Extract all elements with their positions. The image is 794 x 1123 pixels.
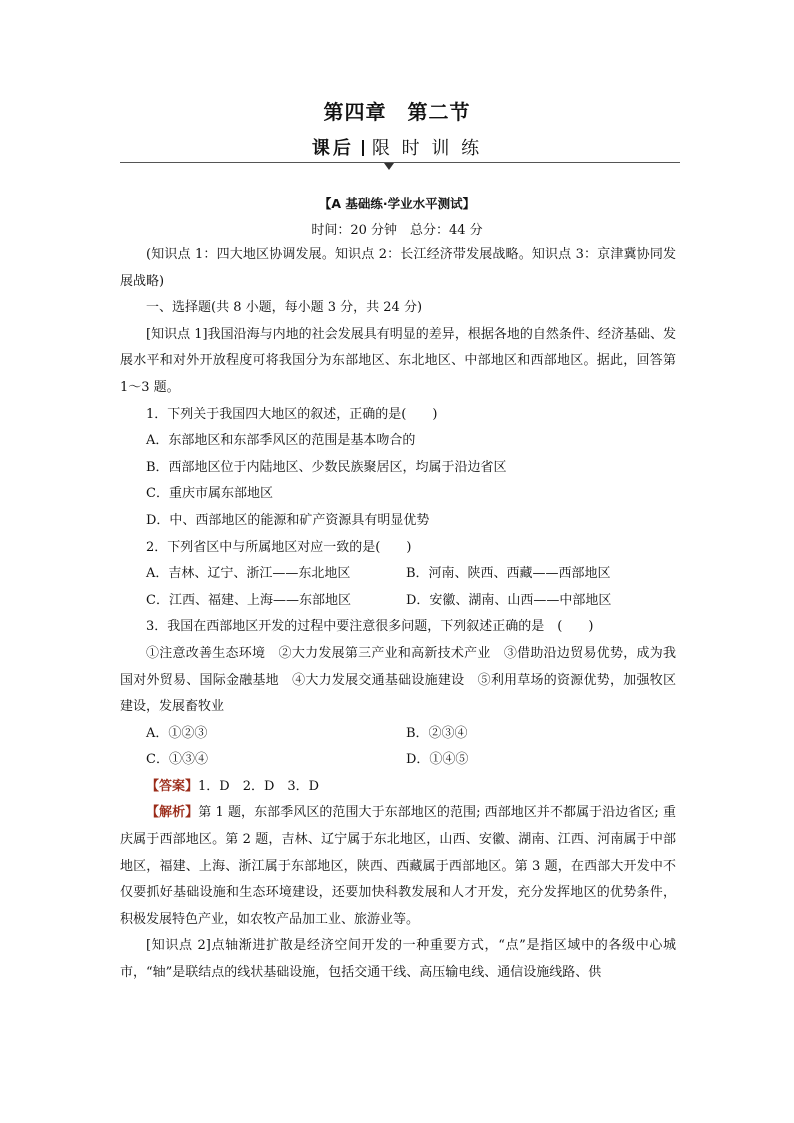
answer-tag: 【答案】 (146, 778, 199, 794)
q2-options-row-2 (120, 588, 676, 615)
q2-option-c: C．江西、福建、上海——东部地区 (146, 592, 351, 608)
analysis-text: 第 1 题，东部季风区的范围大于东部地区的范围; 西部地区并不都属于沿边省区; 重庆属于西部地区。第 2 题，吉林、辽宁属于东北地区，山西、安徽、湖南、江西、河南属于中部地区，福建、上海、浙江属于东部地区，陕西、西藏属于西部地区。第 3 题，在西部大开发中不仅要抓好基础设施和生态环境建设，还要加快科教发展和人才开发，充分发挥地区的优势条件，积极发展特色产业，如农牧产品加工业、旅游业等。 (120, 805, 676, 927)
question-2: 2．下列省区中与所属地区对应一致的是( ) (146, 539, 412, 555)
subtitle-timed-practice: 限 时 训 练 (371, 138, 483, 159)
q3-options-row-1 (120, 721, 676, 748)
header-rule-marker (384, 163, 394, 170)
q1-option-a: A．东部地区和东部季风区的范围是基本吻合的 (146, 433, 416, 449)
answer-text: 1．D 2．D 3．D (198, 778, 320, 794)
subtitle-divider (362, 140, 364, 156)
subtitle (0, 134, 794, 160)
q3-option-d: D．①④⑤ (406, 752, 469, 768)
analysis-paragraph (120, 800, 676, 933)
question-3: 3．我国在西部地区开发的过程中要注意很多问题，下列叙述正确的是 ( ) (146, 619, 594, 635)
q1-option-b: B．西部地区位于内陆地区、少数民族聚居区，均属于沿边省区 (146, 459, 507, 475)
knowledge-points: (知识点 1：四大地区协调发展。知识点 2：长江经济带发展战略。知识点 3：京津冀协同发展战略) (120, 247, 676, 289)
q3-option-a: A．①②③ (146, 725, 208, 741)
question-1: 1．下列关于我国四大地区的叙述，正确的是( ) (146, 406, 438, 422)
q2-option-a: A．吉林、辽宁、浙江——东北地区 (146, 566, 351, 582)
q3-option-c: C．①③④ (146, 752, 208, 768)
subtitle-after-class: 课后 (311, 138, 354, 159)
q3-options-row-2 (120, 747, 676, 774)
analysis-tag: 【解析】 (146, 805, 199, 821)
document-body (120, 242, 676, 987)
q3-statements: ①注意改善生态环境 ②大力发展第三产业和高新技术产业 ③借助沿边贸易优势，成为我国对外贸易、国际金融基地 ④大力发展交通基础设施建设 ⑤利用草场的资源优势，加强牧区建设，发展畜牧业 (120, 645, 676, 715)
q1-option-d: D．中、西部地区的能源和矿产资源具有明显优势 (146, 512, 430, 528)
question-group-2-intro: [知识点 2]点轴渐进扩散是经济空间开发的一种重要方式，“点”是指区域中的各级中心城市，“轴”是联结点的线状基础设施，包括交通干线、高压输电线、通信设施线路、供 (120, 938, 676, 981)
section-heading: 【A 基础练·学业水平测试】 (318, 196, 476, 211)
q2-option-b: B．河南、陕西、西藏——西部地区 (406, 566, 611, 582)
answer-line (120, 774, 676, 801)
q2-option-d: D．安徽、湖南、山西——中部地区 (406, 592, 612, 608)
time-info: 时间：20 分钟 总分：44 分 (311, 223, 483, 238)
part-heading: 一、选择题(共 8 小题，每小题 3 分，共 24 分) (146, 300, 423, 316)
q1-option-c: C．重庆市属东部地区 (146, 486, 273, 502)
chapter-title: 第四章 第二节 (323, 100, 471, 124)
q2-options-row-1 (120, 561, 676, 588)
header-rule (120, 162, 680, 163)
q3-option-b: B．②③④ (406, 725, 468, 741)
question-group-intro: [知识点 1]我国沿海与内地的社会发展具有明显的差异，根据各地的自然条件、经济基础、发展水平和对外开放程度可将我国分为东部地区、东北地区、中部地区和西部地区。据此，回答第 1～3 题。 (120, 326, 676, 395)
